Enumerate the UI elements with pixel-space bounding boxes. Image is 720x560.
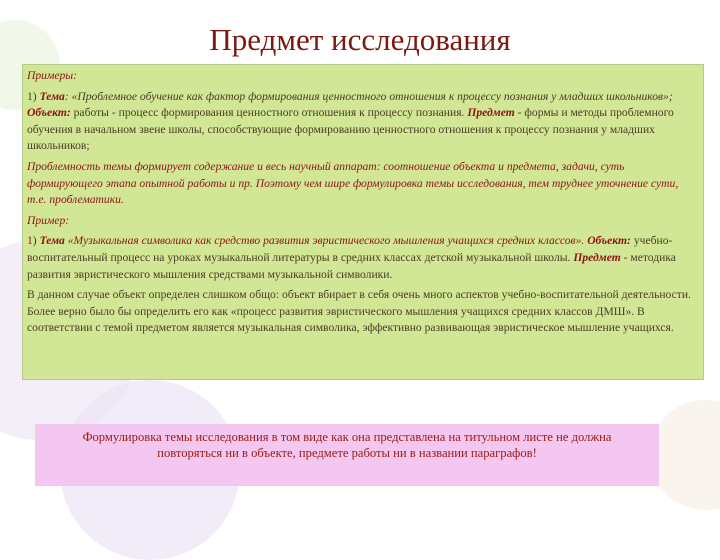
object-label: Объект: [27, 106, 71, 120]
content-box [22, 64, 704, 380]
object-label-2: Объект: [587, 234, 631, 248]
example-1: 1) Тема: «Проблемное обучение как фактор формирования ценностного отношения к процессу познания у младших школьников»; Объект: работы - процесс формирования ценностного отношения к процессу познания. Предмет - формы и методы проблемного обучения в начальном звене школы, способствующие формированию ценностного отношения к процессу познания у младших школьников; [27, 89, 674, 153]
theme-label-2: Тема [39, 234, 65, 248]
example-2: 1) Тема «Музыкальная символика как средство развития эвристического мышления учащихся средних классов». Объект: учебно-воспитательный процесс на уроках музыкальной литературы в средних классах детской музыкальной школы. Предмет - методика развития эвристического мышления средствами музыкальной символики. [27, 234, 676, 281]
theme-label: Тема [39, 89, 65, 103]
conclusion-text: В данном случае объект определен слишком общо: объект вбирает в себя очень много аспектов учебно-воспитательной деятельности. Более верно было бы определить его как «процесс развития эвристического мышления учащихся средних классов ДМШ». В соответствии с темой предметом является музыкальная символика, эффективно развивающая эвристическое мышление учащихся. [27, 288, 691, 335]
note-text: не должна повторяться ни в объекте, предмете работы ни в названии параграфов! [157, 430, 612, 460]
example-label: Пример: [27, 213, 70, 227]
examples-label: Примеры: [27, 69, 78, 82]
slide-title: Предмет исследования [209, 22, 511, 57]
note-box [35, 424, 659, 486]
problem-note: Проблемность темы формирует содержание и весь научный аппарат: соотношение объекта и предмета, задачи, суть формирующего этапа опытной работы и пр. Поэтому чем шире формулировка темы исследования, тем труднее уточнение сути, т.е. проблематики. [27, 159, 679, 207]
subject-label-2: Предмет [573, 250, 621, 264]
decor-circle-right [650, 400, 720, 510]
note-red-text: Формулировка темы исследования в том виде как она представлена на титульном листе [82, 430, 553, 444]
subject-label: Предмет [467, 106, 515, 120]
